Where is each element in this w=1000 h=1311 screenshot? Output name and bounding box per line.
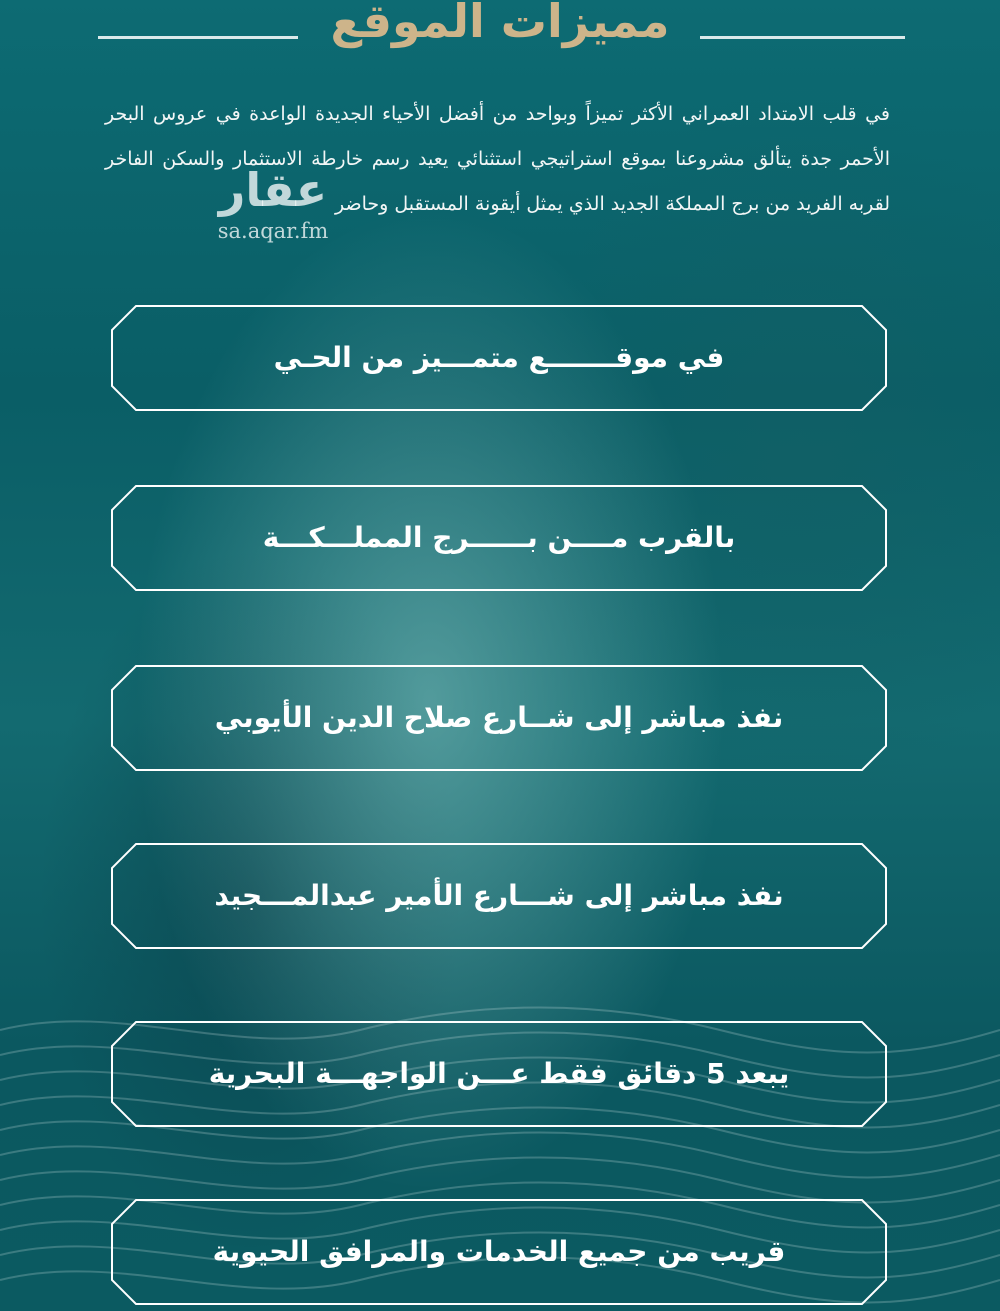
feature-card xyxy=(110,1020,888,1128)
watermark-logo: عقار xyxy=(218,163,328,217)
feature-label: نفذ مباشر إلى شـــارع الأمير عبدالمـــجيد xyxy=(214,879,784,912)
title-divider-left xyxy=(98,36,298,39)
feature-card xyxy=(110,664,888,772)
feature-card xyxy=(110,1198,888,1306)
feature-card xyxy=(110,304,888,412)
feature-label: قريب من جميع الخدمات والمرافق الحيوية xyxy=(212,1235,786,1268)
feature-card xyxy=(110,842,888,950)
intro-paragraph: في قلب الامتداد العمراني الأكثر تميزاً وبواحد من أفضل الأحياء الجديدة الواعدة في عروس البحر الأحمر جدة يتألق مشروعنا بموقع استراتيجي استثنائي يعيد رسم خارطة الاستثمار والسكن الفاخر لقربه الفريد من برج المملكة الجديد الذي يمثل أيقونة المستقبل وحاضر xyxy=(105,103,890,215)
page-header xyxy=(0,0,1000,60)
feature-card xyxy=(110,484,888,592)
title-divider-right xyxy=(700,36,905,39)
feature-label: يبعد 5 دقائق فقط عـــن الواجهـــة البحرية xyxy=(208,1057,790,1090)
feature-label: في موقـــــــع متمـــيز من الحـي xyxy=(273,341,725,374)
watermark-url: sa.aqar.fm xyxy=(217,219,329,243)
page-title: مميزات الموقع xyxy=(330,0,670,48)
feature-label: نفذ مباشر إلى شــارع صلاح الدين الأيوبي xyxy=(214,701,784,734)
feature-label: بالقرب مــــن بــــــرج المملـــكـــة xyxy=(262,521,736,554)
